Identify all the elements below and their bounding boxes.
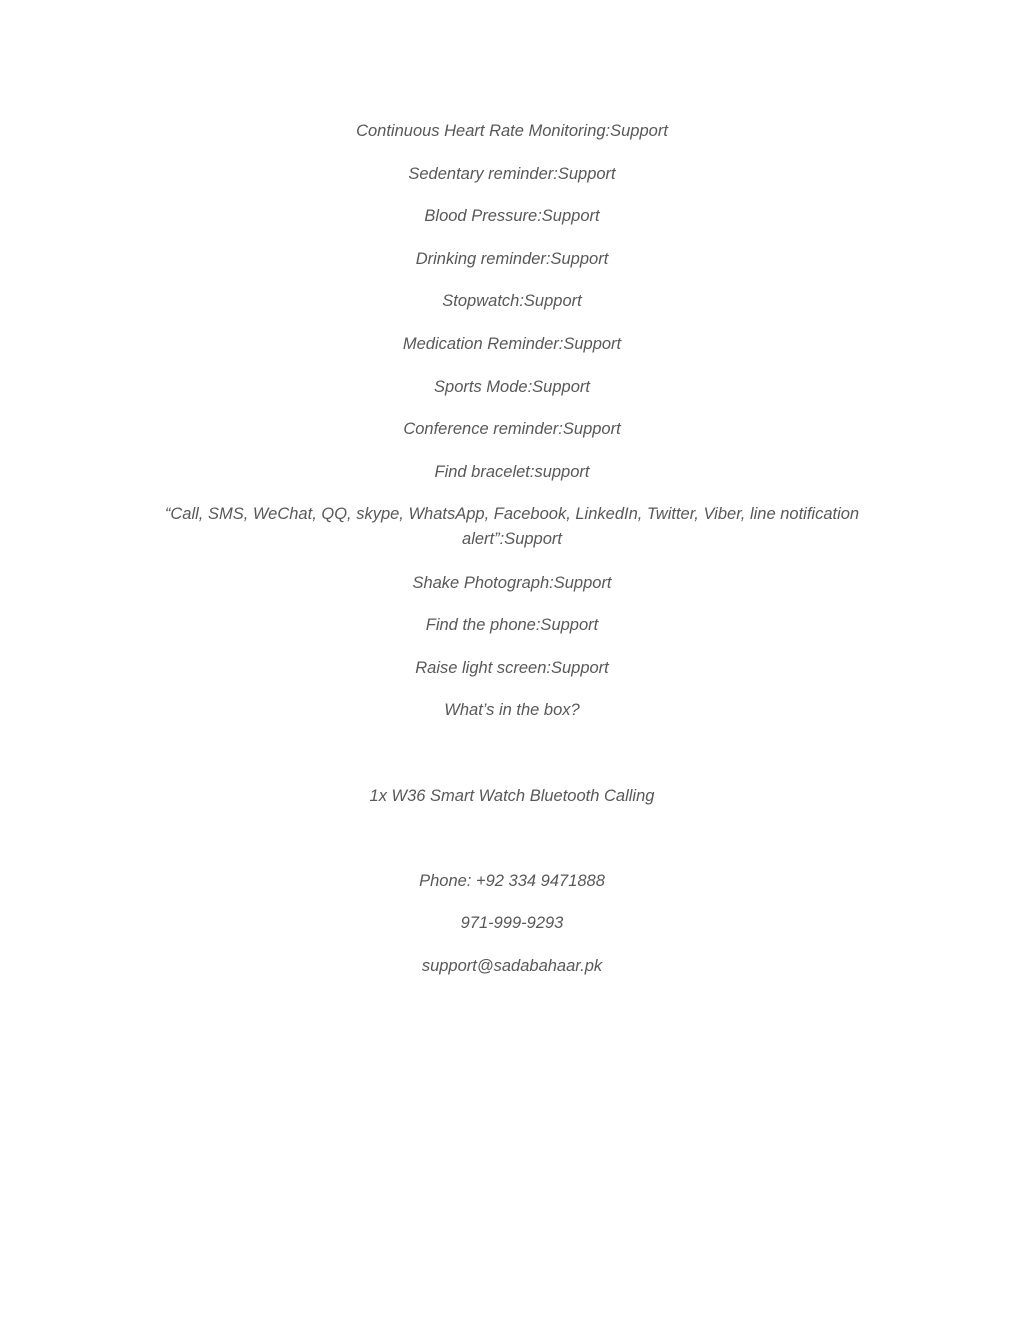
feature-shake-photograph: Shake Photograph:Support xyxy=(412,574,612,592)
feature-find-phone: Find the phone:Support xyxy=(425,616,599,634)
feature-blood-pressure: Blood Pressure:Support xyxy=(424,207,600,225)
feature-stopwatch: Stopwatch:Support xyxy=(442,292,582,310)
feature-sports-mode: Sports Mode:Support xyxy=(434,378,590,396)
feature-conference-reminder: Conference reminder:Support xyxy=(403,420,621,438)
feature-drinking-reminder: Drinking reminder:Support xyxy=(415,250,609,268)
feature-raise-light-screen: Raise light screen:Support xyxy=(415,659,609,677)
contact-email: support@sadabahaar.pk xyxy=(421,957,603,975)
feature-heart-rate: Continuous Heart Rate Monitoring:Support xyxy=(356,122,668,140)
contact-phone-secondary: 971-999-9293 xyxy=(460,914,564,932)
feature-medication-reminder: Medication Reminder:Support xyxy=(402,335,622,353)
feature-find-bracelet: Find bracelet:support xyxy=(434,463,590,481)
feature-sedentary-reminder: Sedentary reminder:Support xyxy=(408,165,616,183)
box-contents-heading: What’s in the box? xyxy=(444,701,580,719)
feature-notification-alert: “Call, SMS, WeChat, QQ, skype, WhatsApp, Facebook, LinkedIn, Twitter, Viber, line notification alert”:Support xyxy=(164,505,860,548)
box-contents-item: 1x W36 Smart Watch Bluetooth Calling xyxy=(369,787,655,805)
contact-phone: Phone: +92 334 9471888 xyxy=(419,872,605,890)
